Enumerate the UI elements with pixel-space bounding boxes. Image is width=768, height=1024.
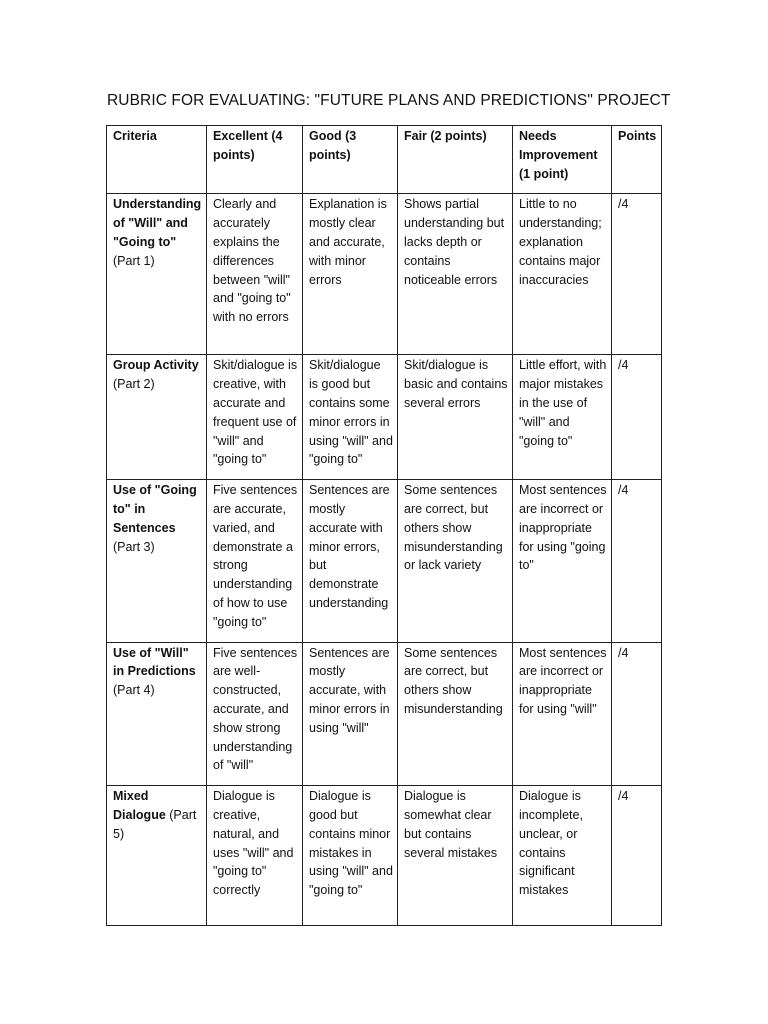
points-cell: /4 [612, 194, 662, 355]
needs-improvement-cell: Most sentences are incorrect or inappropriate for using "going to" [513, 480, 612, 642]
excellent-cell: Five sentences are accurate, varied, and demonstrate a strong understanding of how to use "going to" [207, 480, 303, 642]
fair-cell: Skit/dialogue is basic and contains several errors [398, 355, 513, 480]
table-row [107, 642, 662, 786]
criterion-name: Group Activity [113, 358, 199, 373]
excellent-cell: Clearly and accurately explains the differences between "will" and "going to" with no errors [207, 194, 303, 355]
criterion-cell [107, 194, 207, 355]
good-cell: Skit/dialogue is good but contains some minor errors in using "will" and "going to" [303, 355, 398, 480]
criterion-cell [107, 355, 207, 480]
needs-improvement-cell: Little to no understanding; explanation contains major inaccuracies [513, 194, 612, 355]
document-title: RUBRIC FOR EVALUATING: "FUTURE PLANS AND PREDICTIONS" PROJECT [107, 92, 671, 109]
good-cell: Sentences are mostly accurate, with minor errors in using "will" [303, 642, 398, 786]
criterion-cell [107, 786, 207, 926]
header-good: Good (3 points) [303, 126, 398, 194]
fair-cell: Some sentences are correct, but others show misunderstanding [398, 642, 513, 786]
header-points: Points [612, 126, 662, 194]
header-needs-improvement: Needs Improvement (1 point) [513, 126, 612, 194]
criterion-part: (Part 3) [113, 539, 155, 554]
criterion-part: (Part 5) [113, 807, 197, 841]
fair-cell: Shows partial understanding but lacks depth or contains noticeable errors [398, 194, 513, 355]
criterion-cell [107, 642, 207, 786]
criterion-part: (Part 4) [113, 683, 155, 698]
table-row [107, 786, 662, 926]
header-excellent: Excellent (4 points) [207, 126, 303, 194]
table-row [107, 480, 662, 642]
needs-improvement-cell: Little effort, with major mistakes in the use of "will" and "going to" [513, 355, 612, 480]
fair-cell: Dialogue is somewhat clear but contains several mistakes [398, 786, 513, 926]
excellent-cell: Five sentences are well-constructed, accurate, and show strong understanding of "will" [207, 642, 303, 786]
table-row [107, 194, 662, 355]
criterion-part: (Part 1) [113, 253, 155, 268]
excellent-cell: Dialogue is creative, natural, and uses "will" and "going to" correctly [207, 786, 303, 926]
header-criteria: Criteria [107, 126, 207, 194]
good-cell: Sentences are mostly accurate with minor errors, but demonstrate understanding [303, 480, 398, 642]
needs-improvement-cell: Most sentences are incorrect or inappropriate for using "will" [513, 642, 612, 786]
criterion-part: (Part 2) [113, 377, 155, 392]
rubric-table [106, 125, 662, 926]
points-cell: /4 [612, 786, 662, 926]
points-cell: /4 [612, 642, 662, 786]
table-row [107, 355, 662, 480]
table-header-row [107, 126, 662, 194]
points-cell: /4 [612, 480, 662, 642]
criterion-name: Understanding of "Will" and "Going to" [113, 197, 202, 249]
good-cell: Dialogue is good but contains minor mistakes in using "will" and "going to" [303, 786, 398, 926]
good-cell: Explanation is mostly clear and accurate, with minor errors [303, 194, 398, 355]
points-cell: /4 [612, 355, 662, 480]
header-fair: Fair (2 points) [398, 126, 513, 194]
excellent-cell: Skit/dialogue is creative, with accurate and frequent use of "will" and "going to" [207, 355, 303, 480]
criterion-name: Use of "Going to" in Sentences [113, 483, 197, 535]
criterion-name: Mixed Dialogue [113, 789, 166, 822]
criterion-cell [107, 480, 207, 642]
criterion-name: Use of "Will" in Predictions [113, 645, 196, 679]
fair-cell: Some sentences are correct, but others show misunderstanding or lack variety [398, 480, 513, 642]
needs-improvement-cell: Dialogue is incomplete, unclear, or contains significant mistakes [513, 786, 612, 926]
